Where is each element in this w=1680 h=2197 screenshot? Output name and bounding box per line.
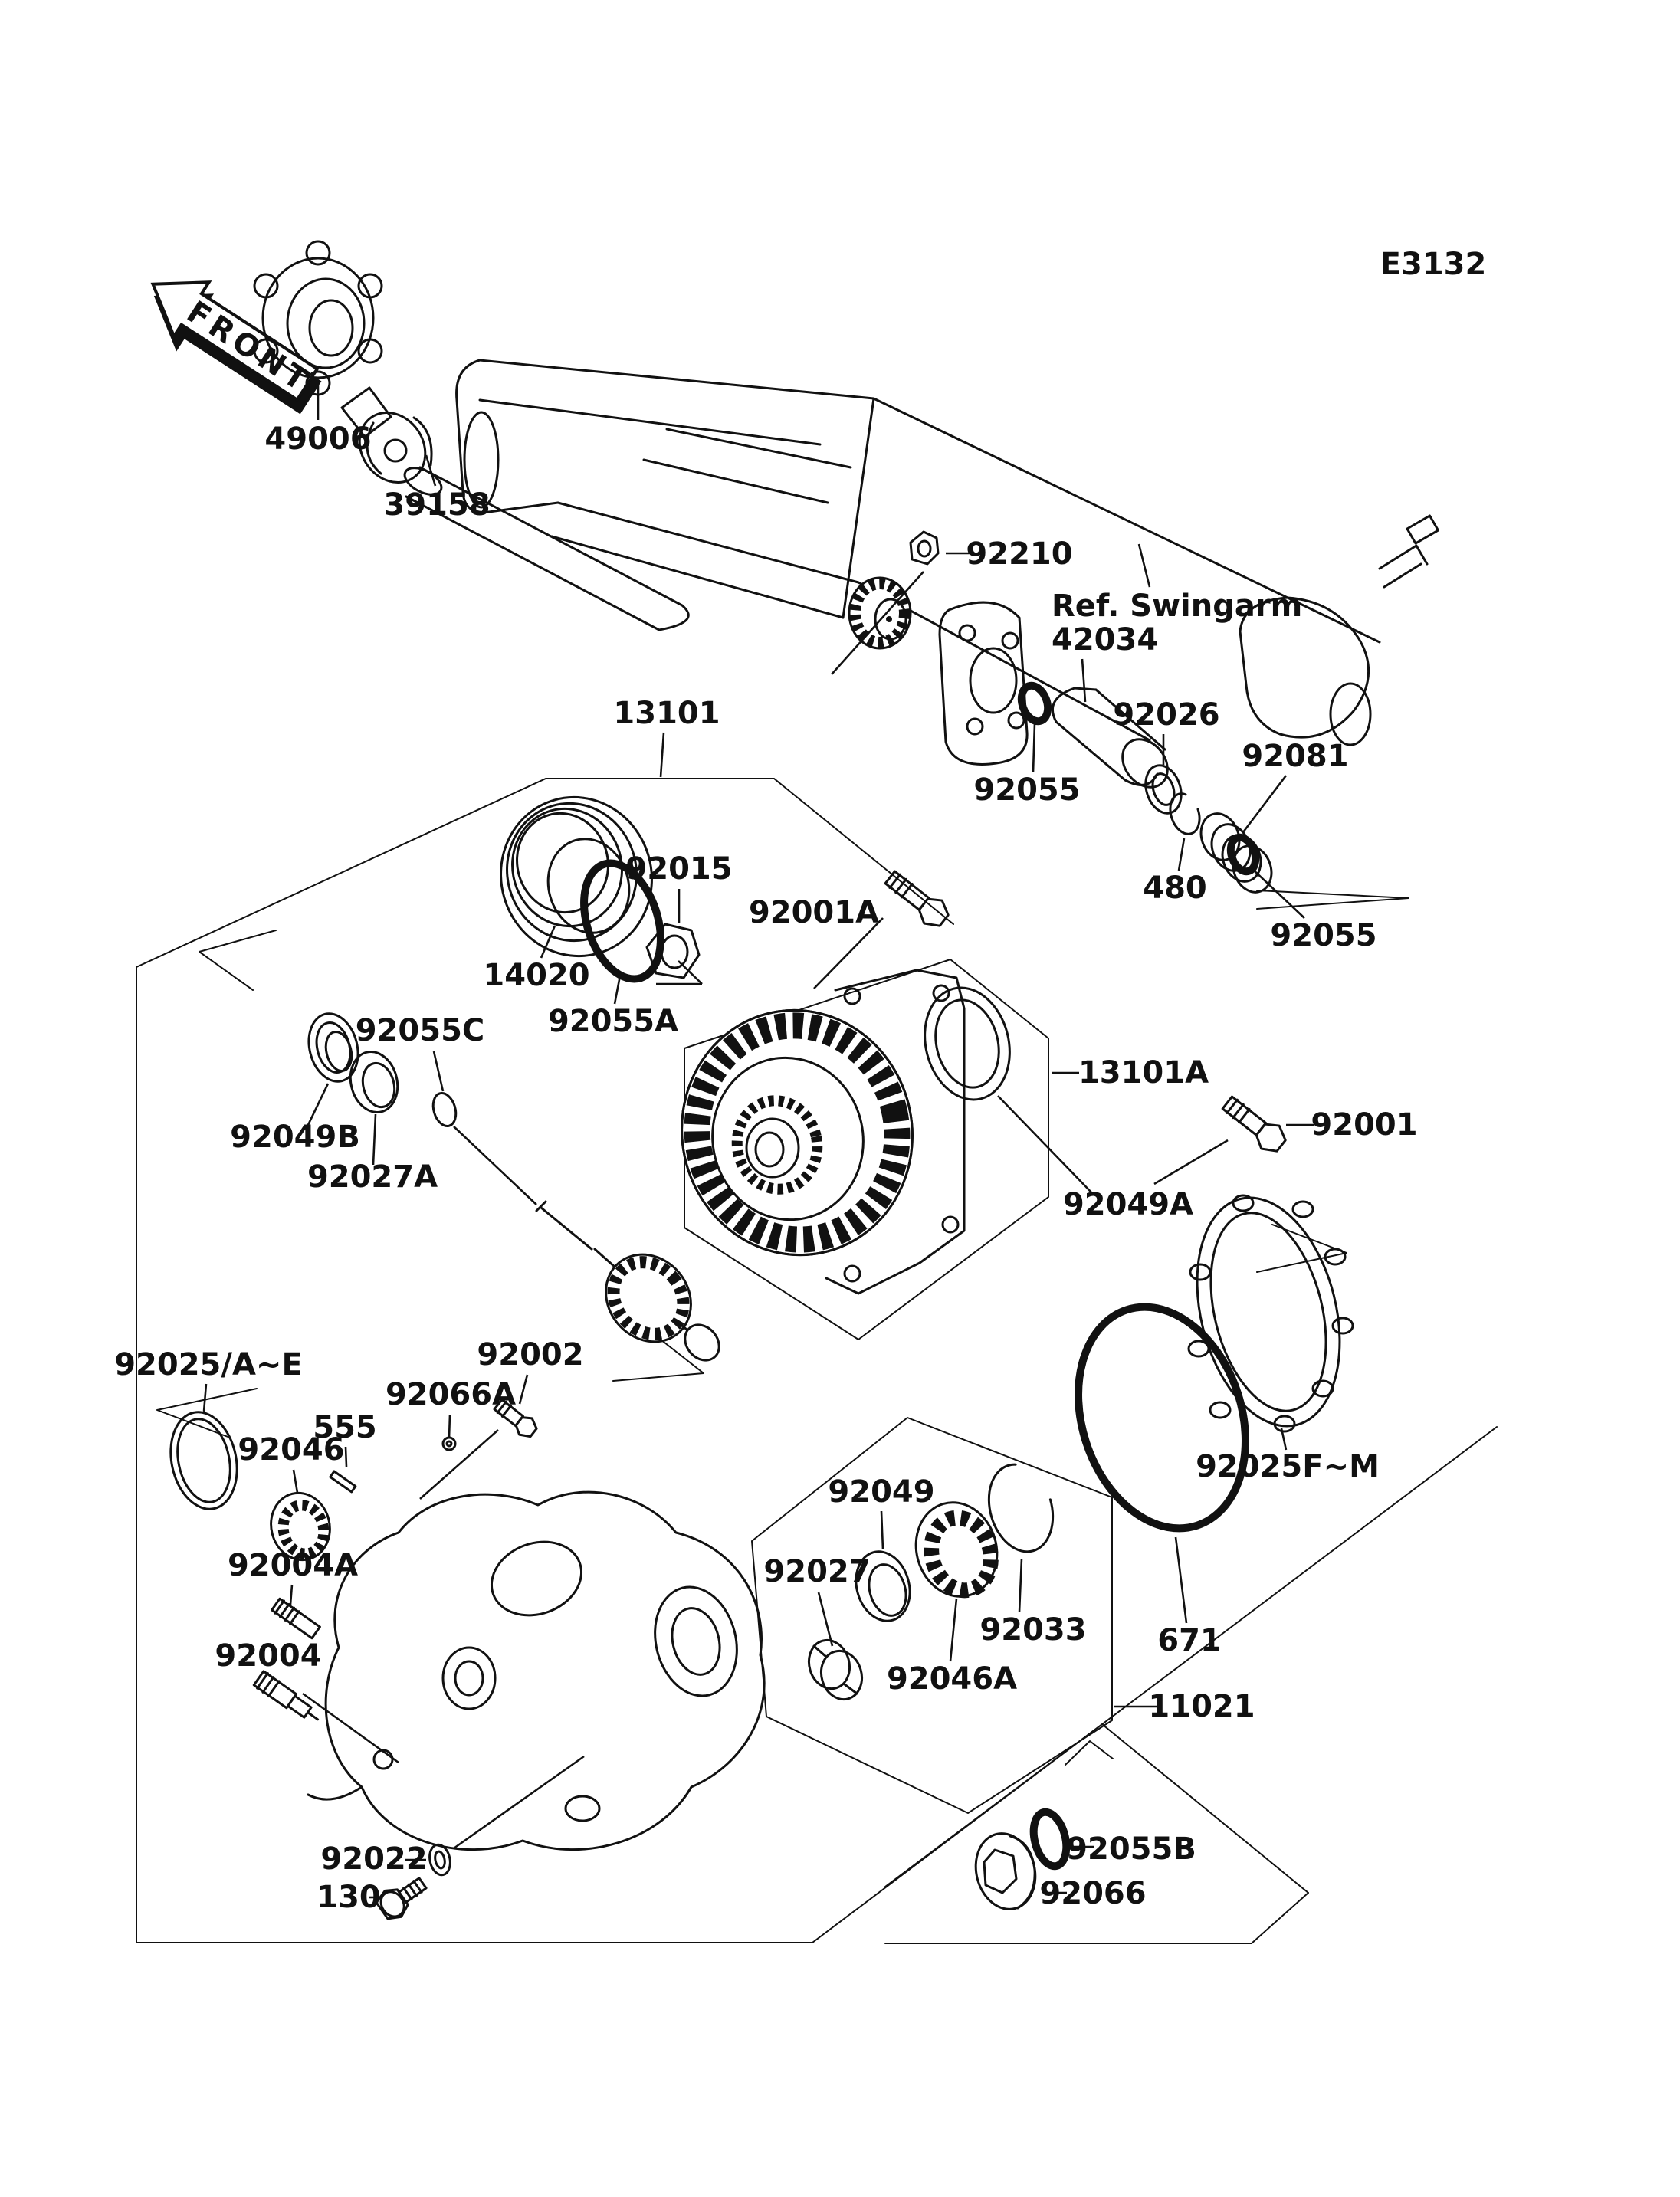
part-label-92026: 92026 (1113, 697, 1220, 733)
breather-92066A-drawing (443, 1438, 455, 1450)
oring-92055-2-drawing (1226, 834, 1260, 874)
leader-92033 (1019, 1559, 1022, 1612)
part-label-92002: 92002 (477, 1337, 584, 1372)
leader-92004A (290, 1585, 292, 1605)
part-label-671: 671 (1157, 1623, 1222, 1658)
housing-11021-drawing (308, 1492, 764, 1849)
part-label-92033: 92033 (979, 1612, 1087, 1648)
nut-92015-drawing (647, 924, 699, 978)
front-label: FRONT (180, 294, 317, 401)
part-label-92049A: 92049A (1062, 1187, 1194, 1222)
leader-92002 (520, 1375, 527, 1404)
part-label-92001A: 92001A (748, 895, 880, 930)
page-code: E3132 (1380, 247, 1487, 282)
part-label-92066A: 92066A (385, 1377, 517, 1412)
leader-480 (1179, 838, 1184, 871)
part-label-11021: 11021 (1148, 1689, 1255, 1724)
leader-92002 (420, 1430, 498, 1499)
stud-92004A-drawing (271, 1598, 320, 1638)
part-label-92004: 92004 (215, 1638, 322, 1674)
part-label-13101: 13101 (613, 696, 720, 731)
leader-92055-1 (1033, 723, 1035, 772)
leader-92027A (373, 1114, 376, 1165)
part-label-92055-1: 92055 (973, 772, 1081, 808)
final-bevel-gear-drawing (659, 970, 964, 1294)
leader-92081 (1243, 776, 1286, 832)
oring-671-drawing (1051, 1285, 1272, 1550)
part-label-92055C: 92055C (355, 1013, 485, 1048)
leader-92015 (678, 961, 702, 984)
pointer-arrow-92055-right (1257, 890, 1409, 909)
pin-555-drawing (330, 1471, 356, 1492)
part-label-130: 130 (317, 1880, 381, 1915)
front-arrow (130, 257, 333, 425)
part-label-49006: 49006 (264, 421, 372, 457)
pointer-chevron-left-bearings (199, 930, 276, 990)
bolt-92001A-drawing (881, 867, 953, 932)
leader-42034 (1082, 659, 1085, 702)
leader-13101 (661, 733, 664, 777)
bolt-130-drawing (374, 1871, 431, 1923)
part-label-92055A: 92055A (547, 1004, 679, 1039)
part-label-480: 480 (1143, 871, 1207, 906)
leader-92055C (434, 1051, 443, 1091)
part-label-92066: 92066 (1039, 1876, 1147, 1911)
part-label-555: 555 (313, 1410, 377, 1445)
spring-92081-drawing (1195, 808, 1278, 898)
gasket-92025FM-drawing (1175, 1182, 1362, 1441)
part-label-92025FM: 92025F~M (1196, 1449, 1380, 1484)
part-label-92001: 92001 (1311, 1107, 1418, 1143)
leader-92001 (1154, 1140, 1228, 1184)
part-label-92049B: 92049B (230, 1120, 360, 1155)
part-label-92022: 92022 (320, 1841, 428, 1877)
washer-92026-drawing (1140, 761, 1187, 818)
part-label-39158: 39158 (383, 487, 491, 523)
leader-92027 (819, 1592, 832, 1646)
part-label-ref-swingarm: Ref. Swingarm (1052, 589, 1303, 624)
swingarm-drawing (457, 360, 1439, 764)
part-label-92004A: 92004A (227, 1548, 359, 1583)
part-label-92081: 92081 (1242, 739, 1349, 774)
leader-92049A (998, 1096, 1091, 1192)
part-label-92046: 92046 (238, 1432, 345, 1467)
leader-ref-swingarm (1139, 544, 1150, 587)
leader-92049B (308, 1084, 328, 1125)
part-label-92025AE: 92025/A~E (114, 1347, 303, 1382)
part-label-92055-2: 92055 (1270, 918, 1377, 953)
nut-92210-drawing (911, 532, 938, 564)
part-label-92055B: 92055B (1066, 1831, 1196, 1867)
part-label-92210: 92210 (966, 536, 1073, 572)
oring-92055-1-drawing (1017, 682, 1052, 725)
part-label-14020: 14020 (483, 958, 590, 993)
leader-671 (1176, 1537, 1186, 1623)
circlip-92033-drawing (979, 1457, 1063, 1559)
part-label-92027: 92027 (763, 1554, 871, 1589)
part-label-92015: 92015 (625, 851, 733, 887)
oring-92055B-drawing (1029, 1808, 1071, 1870)
leader-92046A (950, 1599, 956, 1661)
part-label-92046A: 92046A (886, 1661, 1018, 1697)
part-label-92049: 92049 (828, 1474, 935, 1510)
leader-92049 (881, 1511, 883, 1549)
bolt-92001-drawing (1218, 1092, 1290, 1157)
bearing-92046A-drawing (905, 1493, 1008, 1606)
seal-92027A-drawing (344, 1047, 404, 1117)
leader-92055C (454, 1126, 536, 1205)
seal-92049A-drawing (914, 979, 1022, 1109)
shim-92025AE-drawing (162, 1406, 246, 1516)
leader-92046 (294, 1470, 297, 1493)
oring-92055C-drawing (429, 1090, 459, 1129)
part-label-42034: 42034 (1052, 622, 1159, 657)
circlip-480-drawing (1166, 790, 1205, 838)
leader-14020 (541, 926, 555, 958)
leader-92025AE (204, 1384, 206, 1412)
leader-92022 (454, 1756, 584, 1848)
stud-92004-drawing (254, 1671, 323, 1727)
leader-92004 (303, 1694, 399, 1763)
part-label-13101A: 13101A (1078, 1055, 1209, 1090)
collar-92027-drawing (803, 1635, 868, 1704)
leader-92066A (449, 1415, 450, 1438)
part-label-92027A: 92027A (307, 1159, 438, 1195)
